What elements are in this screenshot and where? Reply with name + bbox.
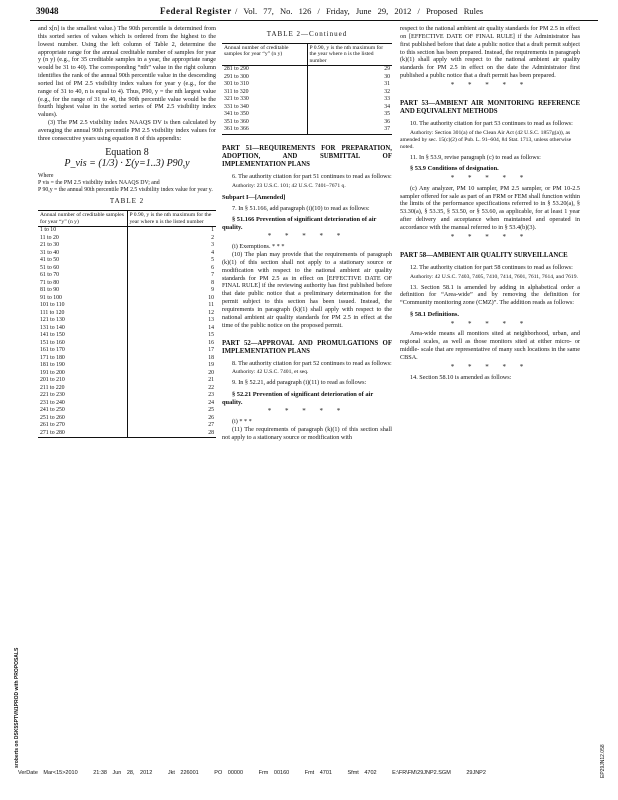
table-row bbox=[38, 272, 216, 280]
footer-sfmt: Sfmt 4702 bbox=[347, 770, 377, 776]
range-cell: 221 to 230 bbox=[38, 392, 127, 400]
range-cell: 281 to 290 bbox=[222, 66, 307, 74]
range-cell: 121 to 130 bbox=[38, 317, 127, 325]
section-58-1-heading: § 58.1 Definitions. bbox=[410, 311, 459, 319]
nth-cell: 25 bbox=[208, 407, 214, 414]
nth-cell: 15 bbox=[208, 332, 214, 339]
ellipsis-stars: * * * * * bbox=[450, 319, 530, 328]
table-row bbox=[38, 347, 216, 355]
table-2-title: TABLE 2 bbox=[109, 197, 145, 206]
table-row bbox=[38, 317, 216, 325]
paragraph-3: (3) The PM 2.5 visibility index NAAQS DV is then calculated by averaging the annual 90th percentile PM 2.5 visibility index values for three consecutive years using equation 8 of this appendix: bbox=[38, 119, 216, 142]
side-note-right-text: EP29JN12.058 bbox=[600, 744, 606, 778]
table-row bbox=[38, 400, 216, 408]
section-52-21-heading: § 52.21 Prevention of significant deterioration of air quality. bbox=[222, 391, 374, 406]
area-wide-definition: Area-wide means all monitors sited at neighborhood, urban, and regional scales, as well as those monitors sited at either micro- or middle- scale that are representative of many such locations in the same CBSA. bbox=[400, 330, 580, 361]
table-2-body bbox=[38, 227, 216, 438]
authority-53: Authority: Section 301(a) of the Clean Air Act (42 U.S.C. 1857g(a)), as amended by sec. 15(c)(2) of Pub. L. 91–604, 84 Stat. 1713, unless otherwise noted. bbox=[400, 129, 572, 150]
table-2c-header-nth: P 0.90, y is the nth maximum for the year where n is the listed number bbox=[307, 43, 392, 66]
table-row bbox=[38, 392, 216, 400]
paragraph-i: (i) * * * bbox=[232, 418, 252, 426]
table-2-continued-title: TABLE 2—Continued bbox=[266, 30, 348, 38]
table-row bbox=[38, 310, 216, 318]
range-cell: 61 to 70 bbox=[38, 272, 127, 280]
nth-cell: 21 bbox=[208, 377, 214, 384]
nth-cell: 3 bbox=[211, 242, 214, 249]
range-cell: 331 to 340 bbox=[222, 104, 307, 112]
authority-51: Authority: 23 U.S.C. 101; 42 U.S.C. 7401–7671 q. bbox=[232, 182, 346, 189]
nth-cell: 23 bbox=[208, 392, 214, 399]
range-cell: 201 to 210 bbox=[38, 377, 127, 385]
part-52-heading: PART 52—APPROVAL AND PROMULGATIONS OF IMPLEMENTATION PLANS bbox=[222, 339, 392, 355]
table-row bbox=[38, 332, 216, 340]
table-row bbox=[38, 235, 216, 243]
range-cell: 91 to 100 bbox=[38, 295, 127, 303]
footer-time: 21:38 Jun 28, 2012 bbox=[93, 770, 153, 776]
range-cell: 161 to 170 bbox=[38, 347, 127, 355]
range-cell: 191 to 200 bbox=[38, 370, 127, 378]
range-cell: 321 to 330 bbox=[222, 96, 307, 104]
section-53-9-heading: § 53.9 Conditions of designation. bbox=[410, 165, 499, 173]
nth-cell: 31 bbox=[384, 81, 390, 88]
header-rule bbox=[30, 20, 598, 21]
column-3 bbox=[400, 25, 580, 381]
range-cell: 251 to 260 bbox=[38, 415, 127, 423]
subpart-i-heading: Subpart I—[Amended] bbox=[222, 193, 286, 201]
nth-cell: 33 bbox=[384, 96, 390, 103]
range-cell: 151 to 160 bbox=[38, 340, 127, 348]
footer-frm: Frm 00160 bbox=[258, 770, 290, 776]
footer-file: E:\FR\FM\29JNP2.SGM bbox=[392, 770, 451, 776]
nth-cell: 28 bbox=[127, 430, 216, 438]
table-row bbox=[38, 242, 216, 250]
nth-cell: 1 bbox=[211, 227, 214, 234]
table-row bbox=[38, 377, 216, 385]
table-row bbox=[38, 257, 216, 265]
range-cell: 21 to 30 bbox=[38, 242, 127, 250]
where-def-1: P vis = the PM 2.5 visibility index NAAQS DV; and bbox=[38, 180, 160, 187]
table-row bbox=[222, 66, 392, 74]
amendment-14: 14. Section 58.10 is amended as follows: bbox=[410, 373, 512, 381]
table-row bbox=[38, 287, 216, 295]
equation-title: Equation 8 bbox=[105, 146, 149, 158]
where-block bbox=[38, 173, 216, 194]
table-row bbox=[38, 355, 216, 363]
paragraph-c: (c) Any analyzer, PM 10 sampler, PM 2.5 sampler, or PM 10-2.5 sampler offered for sale as part of an FRM or FEM shall function within the limits of the performance specifications referred to in § 53.20(a), § 53.30(a), § 53.35, § 53.50, or § 53.60, as applicable, for at least 1 year after delivery and acceptance when maintained and operated in accordance with the manual referred to in § 53.4(b)(3). bbox=[400, 184, 580, 231]
footer-date: 29JNP2 bbox=[466, 770, 486, 776]
table-row bbox=[222, 96, 392, 104]
nth-cell: 10 bbox=[208, 294, 214, 301]
ellipsis-stars: * * * * * bbox=[450, 80, 530, 89]
table-row bbox=[38, 295, 216, 303]
authority-52: Authority: 42 U.S.C. 7401, et seq. bbox=[232, 369, 309, 376]
range-cell: 71 to 80 bbox=[38, 280, 127, 288]
nth-cell: 26 bbox=[208, 414, 214, 421]
nth-cell: 37 bbox=[307, 126, 392, 134]
table-row bbox=[38, 407, 216, 415]
table-row bbox=[222, 104, 392, 112]
table-row bbox=[222, 119, 392, 127]
ellipsis-stars: * * * * * bbox=[267, 232, 347, 241]
nth-cell: 7 bbox=[211, 272, 214, 279]
table-row bbox=[222, 74, 392, 82]
nth-cell: 9 bbox=[211, 287, 214, 294]
part-58-heading: PART 58—AMBIENT AIR QUALITY SURVEILLANCE bbox=[400, 251, 568, 259]
footer-po: PO 00000 bbox=[214, 770, 244, 776]
column-1 bbox=[38, 25, 216, 438]
ellipsis-stars: * * * * * bbox=[450, 173, 530, 182]
authority-58: Authority: 42 U.S.C. 7403, 7405, 7410, 7414, 7601, 7611, 7614, and 7619. bbox=[410, 273, 578, 280]
table-row bbox=[38, 340, 216, 348]
table-row bbox=[222, 89, 392, 97]
table-row bbox=[38, 302, 216, 310]
nth-cell: 30 bbox=[384, 73, 390, 80]
nth-cell: 19 bbox=[208, 362, 214, 369]
range-cell: 11 to 20 bbox=[38, 235, 127, 243]
amendment-13: 13. Section 58.1 is amended by adding in alphabetical order a definition for “Area-wide” and by removing the definition for “Community monitoring zone (CMZ)”. The addition reads as follows: bbox=[400, 283, 580, 307]
continued-paragraph: respect to the national ambient air quality standards for PM 2.5 in effect on [EFFECTIVE DATE OF FINAL RULE] if the Administrator has first published before that date a public notice that a draft permit subject to this section has been prepared. Instead, the requirements in paragraph (k)(1) shall apply with respect to the national ambient air quality standards for PM 2.5 in effect on the date the Administrator first published a public notice that a draft permit has been prepared. bbox=[400, 25, 580, 80]
nth-cell: 24 bbox=[208, 399, 214, 406]
page-footer bbox=[18, 770, 608, 776]
nth-cell: 14 bbox=[208, 324, 214, 331]
side-note-left-text: sroberts on DSK5SPTVN1PROD with PROPOSALS bbox=[14, 647, 20, 768]
table-row bbox=[38, 250, 216, 258]
column-2 bbox=[222, 25, 392, 442]
table-row bbox=[38, 385, 216, 393]
range-cell: 81 to 90 bbox=[38, 287, 127, 295]
range-cell: 171 to 180 bbox=[38, 355, 127, 363]
table-2 bbox=[38, 210, 216, 438]
footer-jkt: Jkt 226001 bbox=[167, 770, 199, 776]
nth-cell: 18 bbox=[208, 354, 214, 361]
side-note-left bbox=[14, 640, 24, 770]
nth-cell: 2 bbox=[211, 234, 214, 241]
publication-name: Federal Register bbox=[160, 6, 232, 16]
amendment-6: 6. The authority citation for part 51 continues to read as follows: bbox=[232, 172, 392, 180]
range-cell: 361 to 366 bbox=[222, 126, 307, 134]
where-def-2: P 90,y = the annual 90th percentile PM 2.5 visibility index value for year y. bbox=[38, 187, 213, 194]
nth-cell: 11 bbox=[208, 302, 214, 309]
range-cell: 31 to 40 bbox=[38, 250, 127, 258]
table-2-continued bbox=[222, 43, 392, 135]
table-2-header-samples: Annual number of creditable samples for year “y” (n y) bbox=[38, 211, 127, 227]
nth-cell: 16 bbox=[208, 339, 214, 346]
section-51-166-heading: § 51.166 Prevention of significant deterioration of air quality. bbox=[222, 216, 377, 231]
amendment-8: 8. The authority citation for part 52 continues to read as follows: bbox=[232, 359, 392, 367]
table-row bbox=[38, 422, 216, 430]
nth-cell: 32 bbox=[384, 88, 390, 95]
table-row bbox=[222, 126, 392, 134]
table-row bbox=[38, 280, 216, 288]
table-row bbox=[38, 370, 216, 378]
ellipsis-stars: * * * * * bbox=[450, 362, 530, 371]
amendment-12: 12. The authority citation for part 58 continues to read as follows: bbox=[410, 263, 573, 271]
table-row bbox=[38, 227, 216, 235]
nth-cell: 27 bbox=[208, 422, 214, 429]
amendment-7: 7. In § 51.166, add paragraph (i)(10) to read as follows: bbox=[232, 204, 370, 212]
footer-verdate: VerDate Mar<15>2010 bbox=[18, 770, 78, 776]
nth-cell: 35 bbox=[384, 111, 390, 118]
nth-cell: 22 bbox=[208, 384, 214, 391]
ellipsis-stars: * * * * * bbox=[450, 232, 530, 241]
exemptions-line: (i) Exemptions. * * * bbox=[232, 243, 285, 251]
page-header bbox=[30, 3, 598, 19]
nth-cell: 20 bbox=[208, 369, 214, 376]
table-row bbox=[38, 415, 216, 423]
range-cell: 131 to 140 bbox=[38, 325, 127, 333]
nth-cell: 12 bbox=[208, 309, 214, 316]
range-cell: 241 to 250 bbox=[38, 407, 127, 415]
nth-cell: 13 bbox=[208, 317, 214, 324]
equation-8: P_vis = (1/3) · Σ(y=1..3) P90,y bbox=[64, 157, 190, 169]
range-cell: 311 to 320 bbox=[222, 89, 307, 97]
ellipsis-stars: * * * * * bbox=[267, 407, 347, 416]
range-cell: 231 to 240 bbox=[38, 400, 127, 408]
range-cell: 351 to 360 bbox=[222, 119, 307, 127]
range-cell: 301 to 310 bbox=[222, 81, 307, 89]
footer-fmt: Fmt 4701 bbox=[304, 770, 332, 776]
table-row bbox=[222, 111, 392, 119]
table-2-header-nth: P 0.90, y is the nth maximum for the year where n is the listed number bbox=[127, 211, 216, 227]
paragraph-10: (10) The plan may provide that the requirements of paragraph (k)(1) of this section shall not apply to a stationary source or modification with respect to the national ambient air quality standards for PM 2.5 as in effect on [EFFECTIVE DATE OF FINAL RULE] if the reviewing authority has first published before that date public notice that a preliminary determination for the permit subject to this section has been issued. Instead, the requirements in paragraph (k)(1) shall apply with respect to the national ambient air quality standards for PM 2.5 in effect at the time of the public notice on the proposed permit. bbox=[222, 251, 392, 329]
range-cell: 41 to 50 bbox=[38, 257, 127, 265]
table-2-continued-body bbox=[222, 66, 392, 135]
nth-cell: 4 bbox=[211, 249, 214, 256]
paragraph-11: (11) The requirements of paragraph (k)(1) of this section shall not apply to a stationary source or modification with bbox=[222, 425, 392, 441]
range-cell: 271 to 280 bbox=[38, 430, 127, 438]
range-cell: 261 to 270 bbox=[38, 422, 127, 430]
amendment-10: 10. The authority citation for part 53 continues to read as follows: bbox=[410, 119, 573, 127]
table-row bbox=[38, 430, 216, 438]
range-cell: 141 to 150 bbox=[38, 332, 127, 340]
table-2c-header-samples: Annual number of creditable samples for year “y” (n y) bbox=[222, 43, 307, 66]
part-51-heading: PART 51—REQUIREMENTS FOR PREPARATION, ADOPTION, AND SUBMITTAL OF IMPLEMENTATION PLANS bbox=[222, 144, 392, 168]
nth-cell: 34 bbox=[384, 103, 390, 110]
nth-cell: 36 bbox=[384, 118, 390, 125]
table-row bbox=[38, 325, 216, 333]
nth-cell: 5 bbox=[211, 257, 214, 264]
range-cell: 111 to 120 bbox=[38, 310, 127, 318]
range-cell: 1 to 10 bbox=[38, 227, 127, 235]
part-53-heading: PART 53—AMBIENT AIR MONITORING REFERENCE AND EQUIVALENT METHODS bbox=[400, 99, 580, 115]
table-row bbox=[38, 265, 216, 273]
nth-cell: 8 bbox=[211, 279, 214, 286]
range-cell: 341 to 350 bbox=[222, 111, 307, 119]
nth-cell: 17 bbox=[208, 347, 214, 354]
table-row bbox=[222, 81, 392, 89]
volume-line: / Vol. 77, No. 126 / Friday, June 29, 2012 / Proposed Rules bbox=[235, 6, 484, 16]
range-cell: 291 to 300 bbox=[222, 74, 307, 82]
page-number: 39048 bbox=[36, 6, 59, 16]
amendment-11: 11. In § 53.9, revise paragraph (c) to read as follows: bbox=[410, 153, 541, 161]
amendment-9: 9. In § 52.21, add paragraph (i)(11) to read as follows: bbox=[232, 379, 367, 387]
nth-cell: 29 bbox=[384, 66, 390, 73]
where-label: Where bbox=[38, 173, 54, 180]
range-cell: 211 to 220 bbox=[38, 385, 127, 393]
intro-paragraph: and x[n] is the smallest value.) The 90th percentile is determined from this sorted series of values which is ordered from the highest to the lowest number. Using the left column of Table 2, determine the appropriate range for the annual creditable number of samples for year y (n y) (e.g., for 35 creditable samples in a year, the appropriate range would be 31 to 40). The corresponding “nth” value in the right column identifies the rank of the annual 90th percentile value in the descending sorted list of PM 2.5 visibility index values for year y (e.g., for the range of 31 to 40, n is equal to 4). Thus, P90, y = the nth largest value (e.g., for the range of 31 to 40, the 90th percentile value would be the fourth highest value in the sorted series of PM 2.5 visibility index values). bbox=[38, 25, 216, 119]
range-cell: 101 to 110 bbox=[38, 302, 127, 310]
table-row bbox=[38, 362, 216, 370]
range-cell: 181 to 190 bbox=[38, 362, 127, 370]
range-cell: 51 to 60 bbox=[38, 265, 127, 273]
nth-cell: 6 bbox=[211, 264, 214, 271]
